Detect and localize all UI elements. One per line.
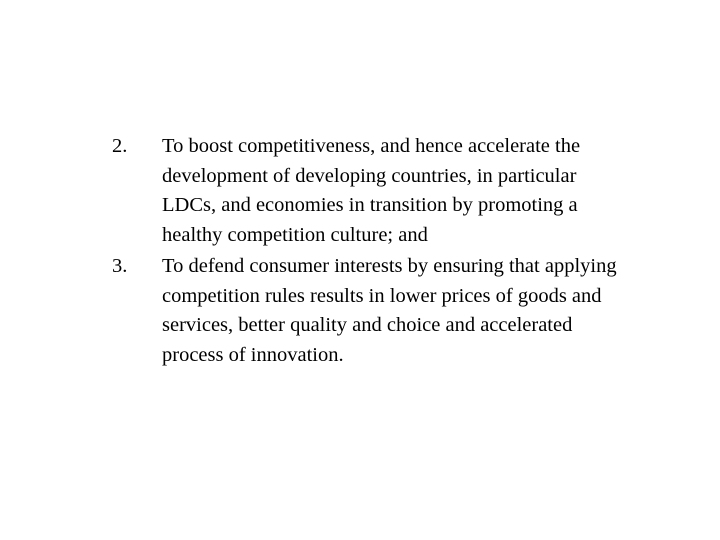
numbered-list (112, 132, 632, 370)
list-item-number: 2. (112, 135, 128, 157)
list-item-text: To boost competitiveness, and hence accelerate the development of developing countries, in particular LDCs, and economies in transition by promoting a healthy competition culture; and (162, 135, 581, 246)
list-item-text: To defend consumer interests by ensuring that applying competition rules results in lower prices of goods and services, better quality and choice and accelerated process of innovation. (162, 255, 617, 366)
list-item (112, 132, 632, 250)
list-item (112, 252, 632, 370)
list-item-number: 3. (112, 255, 128, 277)
